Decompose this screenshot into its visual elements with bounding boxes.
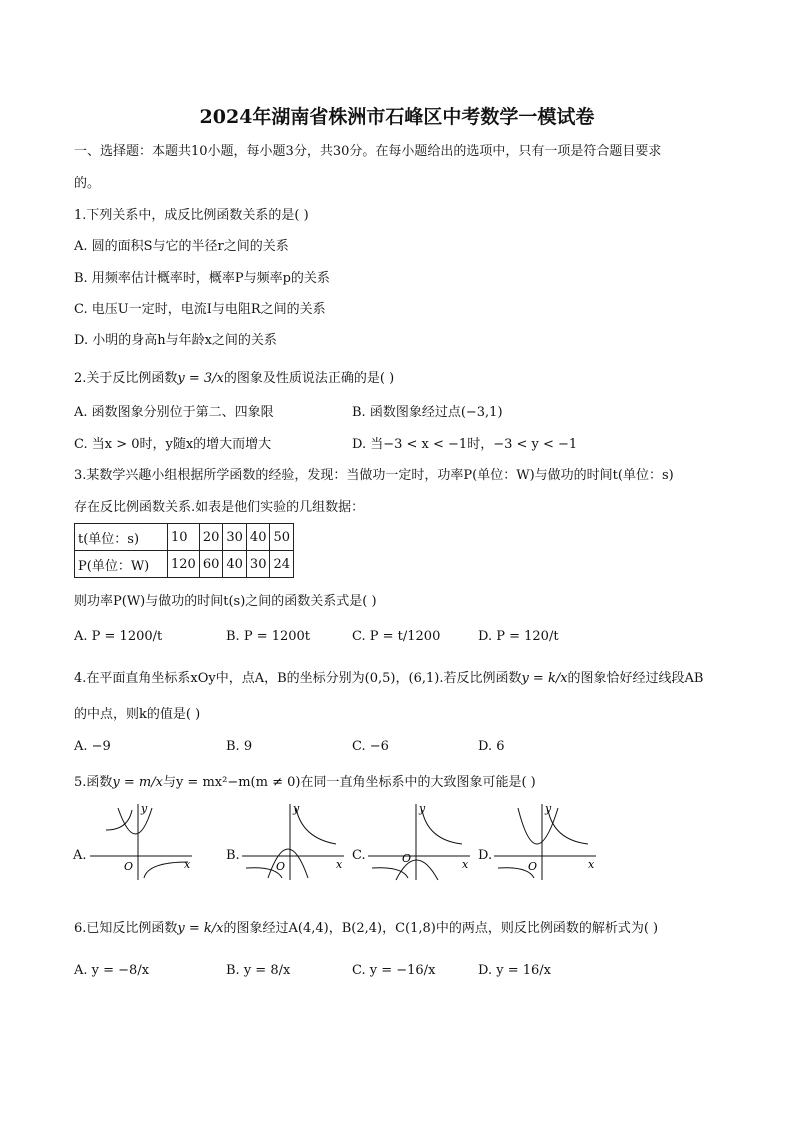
origin-label: O [402,852,412,865]
q5-function: y = m/x [112,775,163,790]
q5-stem-end: 与y = mx²−m(m ≠ 0)在同一直角坐标系中的大致图象可能是( ) [162,775,536,790]
q3-option-c: C. P = t/1200 [352,629,441,644]
q3-option-d: D. P = 120/t [478,629,559,644]
q4-option-d: D. 6 [478,739,505,754]
q2-stem [74,370,394,388]
q3-question: 则功率P(W)与做功的时间t(s)之间的函数关系式是( ) [74,594,377,609]
q4-option-a: A. −9 [74,739,111,754]
q3-stem-line2: 存在反比例函数关系.如表是他们实验的几组数据： [74,500,365,515]
curve-parabola [268,849,308,878]
q5-label-c: C. [352,848,366,863]
curve-hyperbola [106,810,132,830]
curve-hyperbola [144,862,188,878]
x-axis-label: x [462,858,469,871]
q4-stem-line1 [74,670,704,688]
table-cell: 60 [199,551,223,578]
q6-option-a: A. y = −8/x [74,963,150,978]
table-cell: 120 [168,551,200,578]
q3-option-a: A. P = 1200/t [74,629,163,644]
section-instruction-line1: 一、选择题：本题共10小题，每小题3分，共30分。在每小题给出的选项中，只有一项是符合题目要求 [74,144,662,159]
q5-graph-b [240,800,350,882]
q2-stem-end: 的图象及性质说法正确的是( ) [223,371,395,386]
origin-label: O [124,860,134,873]
q3-data-table [74,523,294,578]
page-title: 2024年湖南省株洲市石峰区中考数学一模试卷 [199,106,595,128]
q6-option-b: B. y = 8/x [226,963,291,978]
table-row [75,524,294,551]
table-header-cell: P(单位：W) [75,551,168,578]
q1-option-a: A. 圆的面积S与它的半径r之间的关系 [74,239,289,254]
table-cell: 24 [270,551,294,578]
y-axis-label: y [293,802,300,815]
x-axis-label: x [336,858,343,871]
q4-stem-line2: 的中点，则k的值是( ) [74,707,201,722]
table-cell: 30 [223,524,247,551]
curve-hyperbola [422,810,462,844]
curve-hyperbola [548,810,588,844]
q2-stem-start: 2.关于反比例函数 [74,371,178,386]
x-axis-label: x [588,858,595,871]
table-cell: 20 [199,524,223,551]
table-cell: 40 [246,524,270,551]
q5-label-d: D. [478,848,493,863]
q4-option-b: B. 9 [226,739,253,754]
y-axis-label: y [141,802,148,815]
q2-option-b: B. 函数图象经过点(−3,1) [352,405,503,420]
q5-graph-a [88,800,198,882]
q6-function: y = k/x [177,921,224,936]
q2-option-a: A. 函数图象分别位于第二、四象限 [74,405,274,420]
q5-label-a: A. [73,848,87,863]
q5-graph-d [492,800,602,882]
q6-option-c: C. y = −16/x [352,963,436,978]
q3-stem-line1: 3.某数学兴趣小组根据所学函数的经验，发现：当做功一定时，功率P(单位：W)与做功的时间t(单位：s) [74,468,674,483]
table-cell: 30 [246,551,270,578]
q2-option-c: C. 当x > 0时，y随x的增大而增大 [74,437,272,452]
q6-stem-start: 6.已知反比例函数 [74,921,178,936]
q1-option-c: C. 电压U一定时，电流I与电阻R之间的关系 [74,302,326,317]
q4-stem-start: 4.在平面直角坐标系xOy中，点A，B的坐标分别为(0,5)，(6,1).若反比例函数 [74,671,522,686]
table-cell: 10 [168,524,200,551]
q4-function: y = k/x [521,671,568,686]
table-cell: 50 [270,524,294,551]
q6-option-d: D. y = 16/x [478,963,551,978]
table-row [75,551,294,578]
q5-label-b: B. [226,848,240,863]
q1-option-b: B. 用频率估计概率时，概率P与频率p的关系 [74,271,330,286]
y-axis-label: y [419,802,426,815]
q4-stem-end: 的图象恰好经过线段AB [567,671,704,686]
q1-option-d: D. 小明的身高h与年龄x之间的关系 [74,333,277,348]
curve-parabola [518,808,558,844]
q5-graph-c [366,800,476,882]
origin-label: O [276,860,286,873]
x-axis-label: x [184,858,191,871]
q1-stem: 1.下列关系中，成反比例函数关系的是( ) [74,208,309,223]
q3-option-b: B. P = 1200t [226,629,311,644]
q5-stem-start: 5.函数 [74,775,113,790]
q2-option-d: D. 当−3 < x < −1时，−3 < y < −1 [352,437,578,452]
table-cell: 40 [223,551,247,578]
q2-function: y = 3/x [177,371,224,386]
curve-hyperbola [296,808,336,844]
q6-stem-end: 的图象经过A(4,4)，B(2,4)，C(1,8)中的两点，则反比例函数的解析式为( ) [223,921,659,936]
section-instruction-line2: 的。 [74,176,101,191]
origin-label: O [528,860,538,873]
q5-stem [74,774,536,792]
q4-option-c: C. −6 [352,739,389,754]
y-axis-label: y [545,802,552,815]
table-header-cell: t(单位：s) [75,524,168,551]
q6-stem [74,920,658,938]
